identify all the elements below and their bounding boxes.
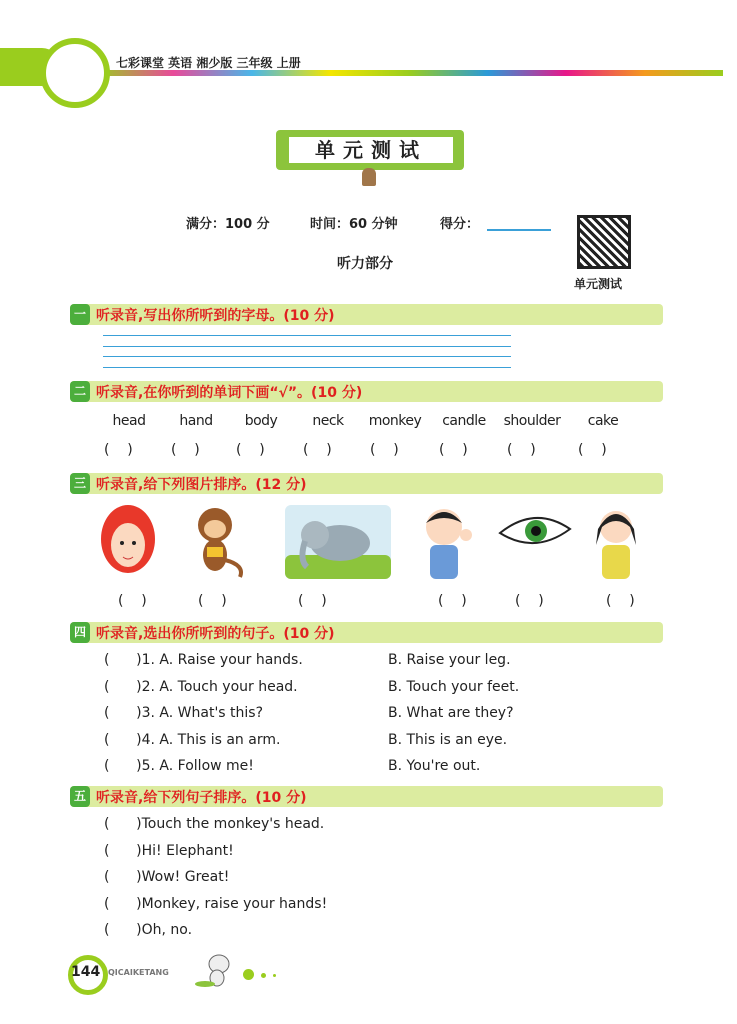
choice-option-a[interactable]: ( )2. A. Touch your head. (104, 678, 298, 695)
eye-picture (498, 505, 572, 555)
answer-parentheses[interactable]: ( ) (171, 442, 200, 458)
section-header-3 (70, 473, 663, 494)
writing-line[interactable] (103, 335, 511, 336)
choice-option-a[interactable]: ( )4. A. This is an arm. (104, 731, 281, 748)
order-sentence[interactable]: ( )Monkey, raise your hands! (104, 895, 328, 912)
sign-post-icon (362, 168, 376, 186)
page-title: 单元测试 (288, 136, 454, 164)
section-header-2 (70, 381, 663, 402)
answer-parentheses[interactable]: ( ) (578, 442, 607, 458)
qr-label: 单元测试 (574, 277, 623, 291)
answer-parentheses[interactable]: ( ) (606, 593, 635, 609)
answer-parentheses[interactable]: ( ) (118, 593, 147, 609)
section-header-5 (70, 786, 663, 807)
choice-option-a[interactable]: ( )5. A. Follow me! (104, 758, 254, 774)
page-number: 144 (71, 964, 101, 980)
section-header-4 (70, 622, 663, 643)
section-number: 一 (70, 304, 90, 325)
word-option: head (112, 413, 146, 429)
choice-option-b[interactable]: B. Touch your feet. (388, 678, 520, 695)
score-blank[interactable] (487, 229, 551, 231)
footer-dot (261, 973, 266, 978)
choice-option-a[interactable]: ( )1. A. Raise your hands. (104, 652, 303, 668)
answer-parentheses[interactable]: ( ) (298, 593, 327, 609)
time-limit: 时间：60 分钟 (310, 217, 398, 232)
choice-option-b[interactable]: B. This is an eye. (388, 731, 508, 748)
book-title: 七彩课堂 英语 湘少版 三年级 上册 (116, 56, 301, 70)
choice-option-b[interactable]: B. What are they? (388, 705, 514, 721)
section-number: 五 (70, 786, 90, 807)
section-number: 四 (70, 622, 90, 643)
monkey-picture (185, 505, 251, 579)
answer-parentheses[interactable]: ( ) (198, 593, 227, 609)
section-instruction: 听录音,在你听到的单词下画“√”。(10 分) (96, 385, 363, 401)
writing-line[interactable] (103, 356, 511, 357)
word-option: body (244, 413, 278, 429)
footer-dot (243, 969, 254, 980)
section-header-1 (70, 304, 663, 325)
section-instruction: 听录音,选出你所听到的句子。(10 分) (96, 626, 335, 642)
section-instruction: 听录音,写出你所听到的字母。(10 分) (96, 308, 335, 324)
answer-parentheses[interactable]: ( ) (303, 442, 332, 458)
word-option: neck (312, 413, 344, 429)
boy-picture (418, 505, 474, 581)
section-instruction: 听录音,给下列句子排序。(10 分) (96, 790, 307, 806)
answer-parentheses[interactable]: ( ) (104, 442, 133, 458)
writing-line[interactable] (103, 367, 511, 368)
order-sentence[interactable]: ( )Hi! Elephant! (104, 842, 234, 859)
choice-option-b[interactable]: B. You're out. (388, 758, 481, 774)
order-sentence[interactable]: ( )Touch the monkey's head. (104, 816, 325, 832)
answer-parentheses[interactable]: ( ) (439, 442, 468, 458)
word-option: cake (587, 413, 619, 429)
answer-parentheses[interactable]: ( ) (370, 442, 399, 458)
score-label: 得分： (440, 217, 480, 232)
elephant-picture (285, 505, 391, 579)
section-number: 二 (70, 381, 90, 402)
answer-parentheses[interactable]: ( ) (507, 442, 536, 458)
answer-parentheses[interactable]: ( ) (515, 593, 544, 609)
girl-picture (590, 505, 646, 581)
qr-code-icon[interactable] (577, 215, 631, 269)
choice-option-a[interactable]: ( )3. A. What's this? (104, 705, 264, 721)
mascot-dog-icon (40, 38, 110, 108)
full-score: 满分：100 分 (186, 217, 270, 232)
mascot-dog-icon (195, 950, 235, 990)
section-subtitle: 听力部分 (337, 256, 393, 272)
word-option: hand (179, 413, 213, 429)
answer-parentheses[interactable]: ( ) (438, 593, 467, 609)
word-option: monkey (368, 413, 422, 429)
writing-line[interactable] (103, 346, 511, 347)
word-option: candle (442, 413, 486, 429)
order-sentence[interactable]: ( )Oh, no. (104, 922, 193, 938)
answer-parentheses[interactable]: ( ) (236, 442, 265, 458)
section-instruction: 听录音,给下列图片排序。(12 分) (96, 477, 307, 493)
section-number: 三 (70, 473, 90, 494)
footer-brand: QICAIKETANG (108, 968, 169, 977)
order-sentence[interactable]: ( )Wow! Great! (104, 869, 230, 885)
girl-face-picture (100, 505, 156, 577)
footer-dot (273, 974, 276, 977)
choice-option-b[interactable]: B. Raise your leg. (388, 652, 511, 668)
word-option: shoulder (503, 413, 561, 429)
